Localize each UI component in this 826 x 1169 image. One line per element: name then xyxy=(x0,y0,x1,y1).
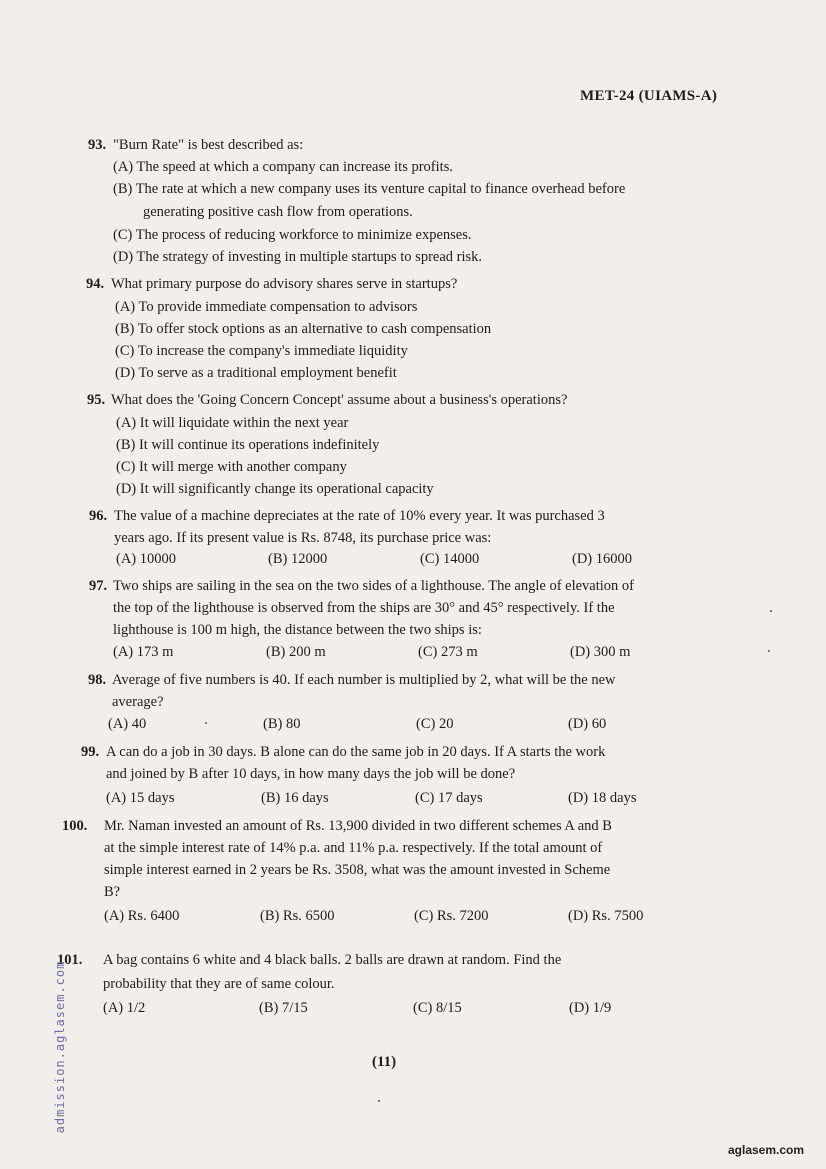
question-number: 99. xyxy=(81,744,100,760)
question-text-line-2: at the simple interest rate of 14% p.a. and 11% p.a. respectively. If the total amount of xyxy=(104,840,603,856)
question-text: "Burn Rate" is best described as: xyxy=(113,137,304,153)
question-text-line-3: simple interest earned in 2 years be Rs. 3508, what was the amount invested in Scheme xyxy=(104,862,611,878)
question-text: What does the 'Going Concern Concept' assume about a business's operations? xyxy=(111,392,568,408)
question-text-line-2: years ago. If its present value is Rs. 8748, its purchase price was: xyxy=(114,530,492,546)
question-text-line-1: A can do a job in 30 days. B alone can do the same job in 20 days. If A starts the work xyxy=(106,744,606,760)
question-number: 100. xyxy=(62,818,88,834)
question-number: 97. xyxy=(89,578,108,594)
corner-watermark: aglasem.com xyxy=(728,1143,805,1157)
option-c: (C) To increase the company's immediate liquidity xyxy=(115,343,408,359)
option-d: (D) 18 days xyxy=(568,790,637,806)
question-text-line-1: The value of a machine depreciates at the rate of 10% every year. It was purchased 3 xyxy=(114,508,605,524)
option-b: (B) 80 xyxy=(263,716,301,732)
option-a: (A) It will liquidate within the next year xyxy=(116,415,349,431)
question-number: 95. xyxy=(87,392,106,408)
question-number: 101. xyxy=(57,952,83,968)
option-d: (D) 1/9 xyxy=(569,1000,612,1016)
question-number: 96. xyxy=(89,508,108,524)
option-b-continued: generating positive cash flow from operations. xyxy=(143,204,413,220)
question-text-line-2: the top of the lighthouse is observed from the ships are 30° and 45° respectively. If the xyxy=(113,600,615,616)
option-a: (A) 10000 xyxy=(116,551,177,567)
option-c: (C) The process of reducing workforce to minimize expenses. xyxy=(113,227,472,243)
option-c: (C) 17 days xyxy=(415,790,483,806)
question-number: 93. xyxy=(88,137,107,153)
question-text: What primary purpose do advisory shares serve in startups? xyxy=(111,276,458,292)
option-a: (A) The speed at which a company can increase its profits. xyxy=(113,159,453,175)
option-c: (C) 273 m xyxy=(418,644,478,660)
option-a: (A) Rs. 6400 xyxy=(104,908,180,924)
scan-speck xyxy=(770,610,772,612)
option-a: (A) To provide immediate compensation to advisors xyxy=(115,299,418,315)
option-d: (D) 16000 xyxy=(572,551,633,567)
option-a: (A) 173 m xyxy=(113,644,174,660)
question-text-line-3: lighthouse is 100 m high, the distance between the two ships is: xyxy=(113,622,482,638)
option-c: (C) 20 xyxy=(416,716,454,732)
option-d: (D) The strategy of investing in multiple startups to spread risk. xyxy=(113,249,483,265)
option-c: (C) 14000 xyxy=(420,551,480,567)
question-text-line-1: A bag contains 6 white and 4 black balls. 2 balls are drawn at random. Find the xyxy=(103,952,562,968)
option-a: (A) 1/2 xyxy=(103,1000,146,1016)
question-text-line-2: probability that they are of same colour. xyxy=(103,976,335,992)
option-b: (B) 12000 xyxy=(268,551,328,567)
question-number: 98. xyxy=(88,672,107,688)
scan-speck xyxy=(378,1100,380,1102)
option-b: (B) 16 days xyxy=(261,790,329,806)
option-b: (B) 200 m xyxy=(266,644,326,660)
scan-speck xyxy=(205,722,207,724)
option-d: (D) To serve as a traditional employment benefit xyxy=(115,365,397,381)
option-b: (B) Rs. 6500 xyxy=(260,908,335,924)
question-number: 94. xyxy=(86,276,105,292)
option-b: (B) To offer stock options as an alternative to cash compensation xyxy=(115,321,492,337)
option-c: (C) 8/15 xyxy=(413,1000,462,1016)
question-text-line-1: Two ships are sailing in the sea on the two sides of a lighthouse. The angle of elevation of xyxy=(113,578,635,594)
option-a: (A) 40 xyxy=(108,716,147,732)
option-d: (D) 60 xyxy=(568,716,607,732)
option-c: (C) It will merge with another company xyxy=(116,459,347,475)
question-text-line-1: Mr. Naman invested an amount of Rs. 13,900 divided in two different schemes A and B xyxy=(104,818,612,834)
page-number: (11) xyxy=(372,1054,397,1070)
side-watermark: admission.aglasem.com xyxy=(53,960,67,1134)
question-text-line-1: Average of five numbers is 40. If each number is multiplied by 2, what will be the new xyxy=(112,672,616,688)
option-b: (B) 7/15 xyxy=(259,1000,308,1016)
scan-speck xyxy=(768,650,770,652)
option-c: (C) Rs. 7200 xyxy=(414,908,489,924)
option-a: (A) 15 days xyxy=(106,790,175,806)
question-text-line-4: B? xyxy=(104,884,121,900)
question-text-line-2: and joined by B after 10 days, in how many days the job will be done? xyxy=(106,766,516,782)
question-text-line-2: average? xyxy=(112,694,164,710)
option-d: (D) It will significantly change its operational capacity xyxy=(116,481,434,497)
paper-code: MET-24 (UIAMS-A) xyxy=(580,88,718,104)
option-b: (B) It will continue its operations indefinitely xyxy=(116,437,380,453)
option-d: (D) 300 m xyxy=(570,644,631,660)
option-b: (B) The rate at which a new company uses its venture capital to finance overhead before xyxy=(113,181,626,197)
option-d: (D) Rs. 7500 xyxy=(568,908,644,924)
